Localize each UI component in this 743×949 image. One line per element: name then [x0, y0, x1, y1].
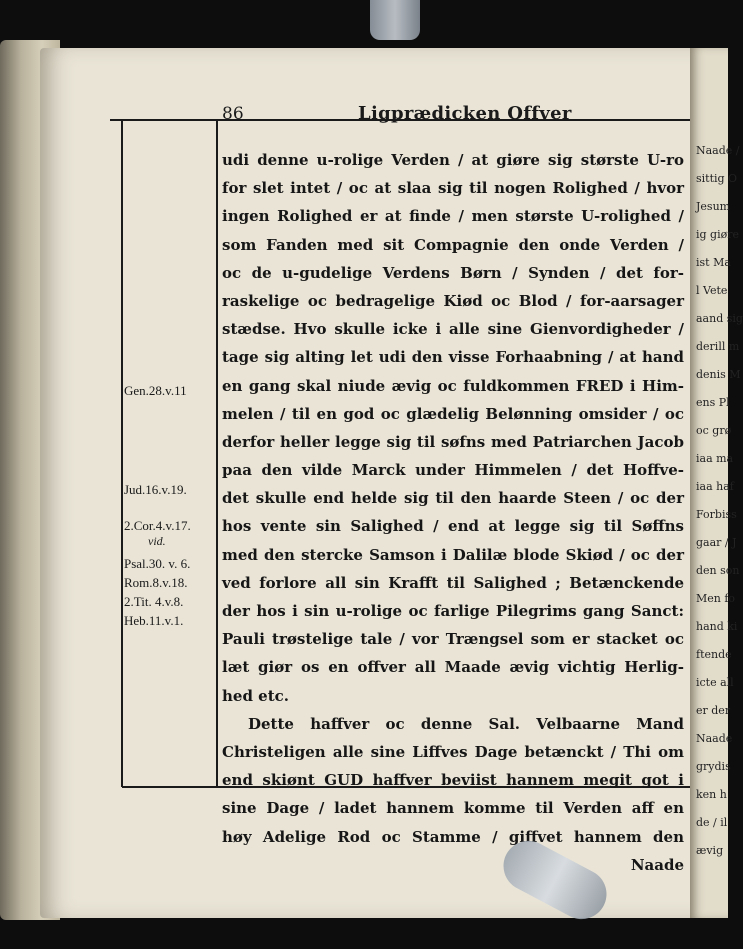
margin-note-rom: Rom.8.v.18. [124, 575, 188, 590]
facing-text: Forbiss [696, 508, 737, 521]
text-line: Christeligen alle sine Liffves Dage betænckt / Thi om [222, 742, 684, 761]
margin-note-psal: Psal.30. v. 6. [124, 556, 191, 571]
margin-note-gen: Gen.28.v.11 [124, 383, 187, 398]
facing-text: grydis [696, 760, 731, 773]
facing-text: ens Pl [696, 396, 730, 409]
text-line: derfor heller legge sig til søfns med Patriarchen Jacob [222, 432, 684, 451]
text-line: oc de u-gudelige Verdens Børn / Synden / det for- [222, 263, 684, 282]
facing-text: ig giøre [696, 228, 740, 241]
facing-text: iaa haf [696, 480, 734, 493]
margin-note-tit: 2.Tit. 4.v.8. [124, 594, 184, 609]
facing-text: ftende [696, 648, 732, 661]
facing-text: ist Ma [696, 256, 731, 269]
facing-text: sittig O [696, 172, 738, 185]
facing-text: Naade [696, 732, 733, 745]
text-line: Pauli trøstelige tale / vor Trængsel som er stacket oc [222, 630, 684, 649]
text-line: det skulle end helde sig til den haarde Steen / oc der [222, 489, 684, 508]
facing-text: icte all [696, 676, 734, 689]
facing-text: iaa ma [696, 452, 734, 465]
facing-page-fragment [690, 48, 743, 918]
facing-text: aand sig [696, 312, 743, 325]
page-number: 86 [222, 104, 244, 124]
facing-text: ævig [696, 844, 724, 857]
text-line: hos vente sin Salighed / end at legge sig til Søffns [222, 517, 684, 536]
margin-rule-inner [216, 119, 218, 787]
facing-text: Naade / [696, 144, 740, 157]
text-line: sine Dage / ladet hannem komme til Verden aff en [222, 799, 684, 818]
text-line: som Fanden med sit Compagnie den onde Verden / [222, 235, 684, 254]
facing-text: de / il [696, 816, 728, 829]
facing-text: derill m [696, 340, 740, 353]
margin-note-cor: 2.Cor.4.v.17. [124, 518, 191, 533]
facing-text: ken h [696, 788, 727, 801]
facing-text: gaar / J [696, 536, 737, 549]
text-line: end skiønt GUD haffver beviist hannem megit got i [222, 771, 684, 790]
text-line: hed etc. [222, 686, 289, 705]
text-line: en gang skal niude ævig oc fuldkommen FRED i Him- [222, 376, 684, 395]
running-head: Ligprædicken Offver [358, 103, 572, 124]
text-line: raskelige oc bedragelige Kiød oc Blod / for-aarsager [222, 291, 684, 310]
text-line: med den stercke Samson i Dalilæ blode Skiød / oc der [222, 545, 684, 564]
margin-note-heb: Heb.11.v.1. [124, 613, 184, 628]
text-line: ingen Rolighed er at finde / men største U-rolighed / [222, 207, 684, 226]
text-line: udi denne u-rolige Verden / at giøre sig største U-ro [222, 151, 684, 169]
text-line: for slet intet / oc at slaa sig til nogen Rolighed / hvor [222, 179, 684, 198]
text-line: læt giør os en offver all Maade ævig vichtig Herlig- [222, 658, 684, 677]
facing-text: den son [696, 564, 740, 577]
text-line: paa den vilde Marck under Himmelen / det Hoffve- [222, 461, 684, 480]
body-text [222, 146, 684, 879]
facing-text: oc grø [696, 424, 732, 437]
margin-note-vid: vid. [148, 534, 166, 548]
facing-text: l Vete [696, 284, 728, 297]
facing-text: Men fo [696, 592, 736, 605]
text-line-paragraph-start: Dette haffver oc denne Sal. Velbaarne Mand [248, 714, 684, 733]
text-line: der hos i sin u-rolige oc farlige Pilegrims gang Sanct: [222, 602, 684, 620]
text-line: stædse. Hvo skulle icke i alle sine Gienvordigheder / [222, 320, 684, 339]
facing-text: Jesum [696, 200, 731, 213]
facing-text: denis M [696, 368, 741, 381]
facing-text: er der [696, 704, 731, 717]
margin-rule-left [121, 119, 123, 787]
facing-text: hand ki [696, 620, 738, 633]
margin-note-jud: Jud.16.v.19. [124, 482, 187, 497]
text-line: melen / til en god oc glædelig Belønning omsider / oc [222, 404, 684, 423]
page-clip-top [370, 0, 420, 40]
text-line: ved forlore all sin Krafft til Salighed ; Betænckende [222, 573, 684, 592]
catchword: Naade [630, 855, 684, 874]
text-line: tage sig alting let udi den visse Forhaabning / at hand [222, 348, 684, 367]
text-line: høy Adelige Rod oc Stamme / giffvet hannem den [222, 827, 684, 846]
